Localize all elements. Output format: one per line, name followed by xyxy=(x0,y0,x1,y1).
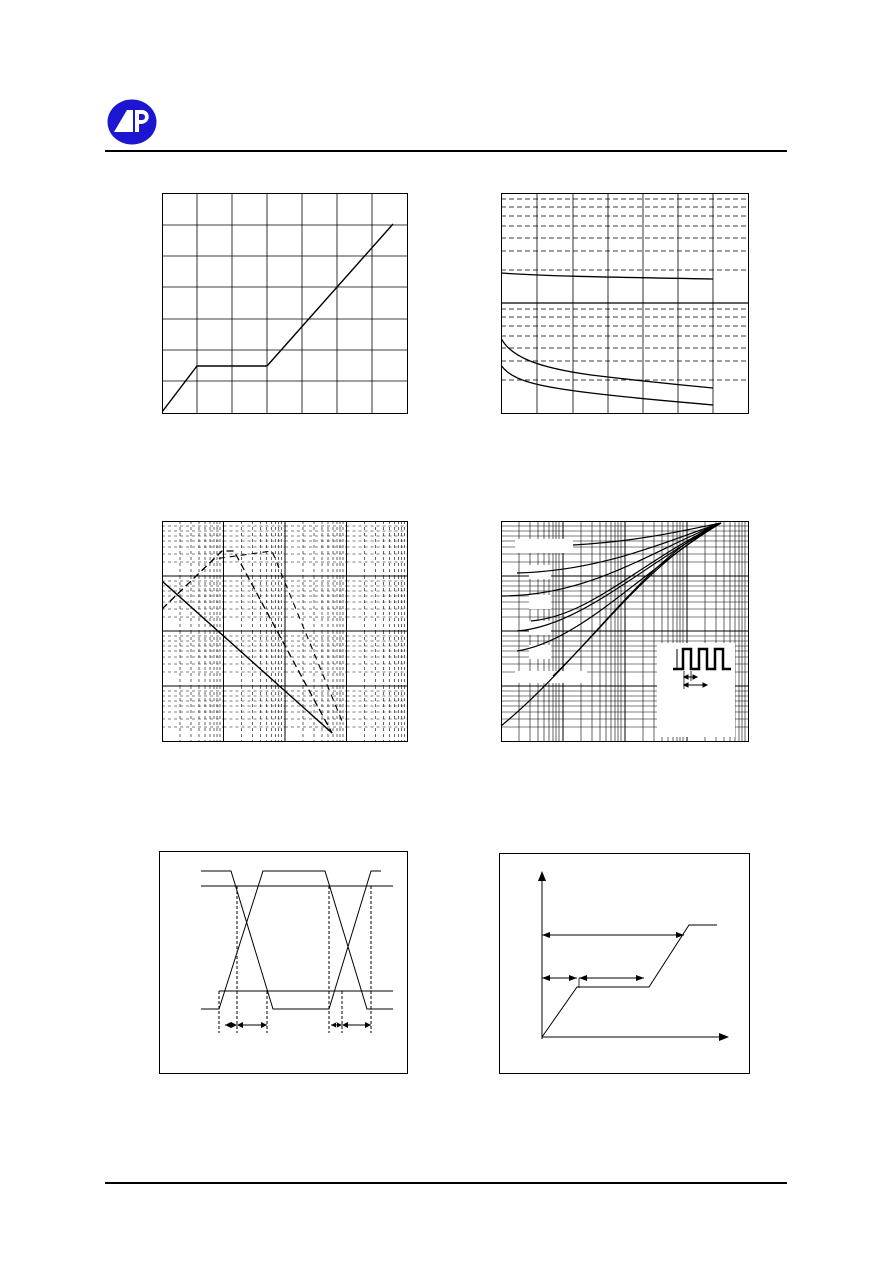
figure-2-chart xyxy=(501,193,749,414)
figure-5-timing-diagram xyxy=(159,851,408,1074)
figure-6-timing-diagram xyxy=(499,853,750,1074)
figure-3-chart xyxy=(162,521,408,742)
footer-rule xyxy=(105,1182,787,1184)
figure-4-chart xyxy=(501,521,749,742)
header-rule xyxy=(105,150,787,152)
ap-logo-icon xyxy=(106,98,158,146)
company-logo xyxy=(106,98,158,146)
figure-1-chart xyxy=(162,193,408,414)
